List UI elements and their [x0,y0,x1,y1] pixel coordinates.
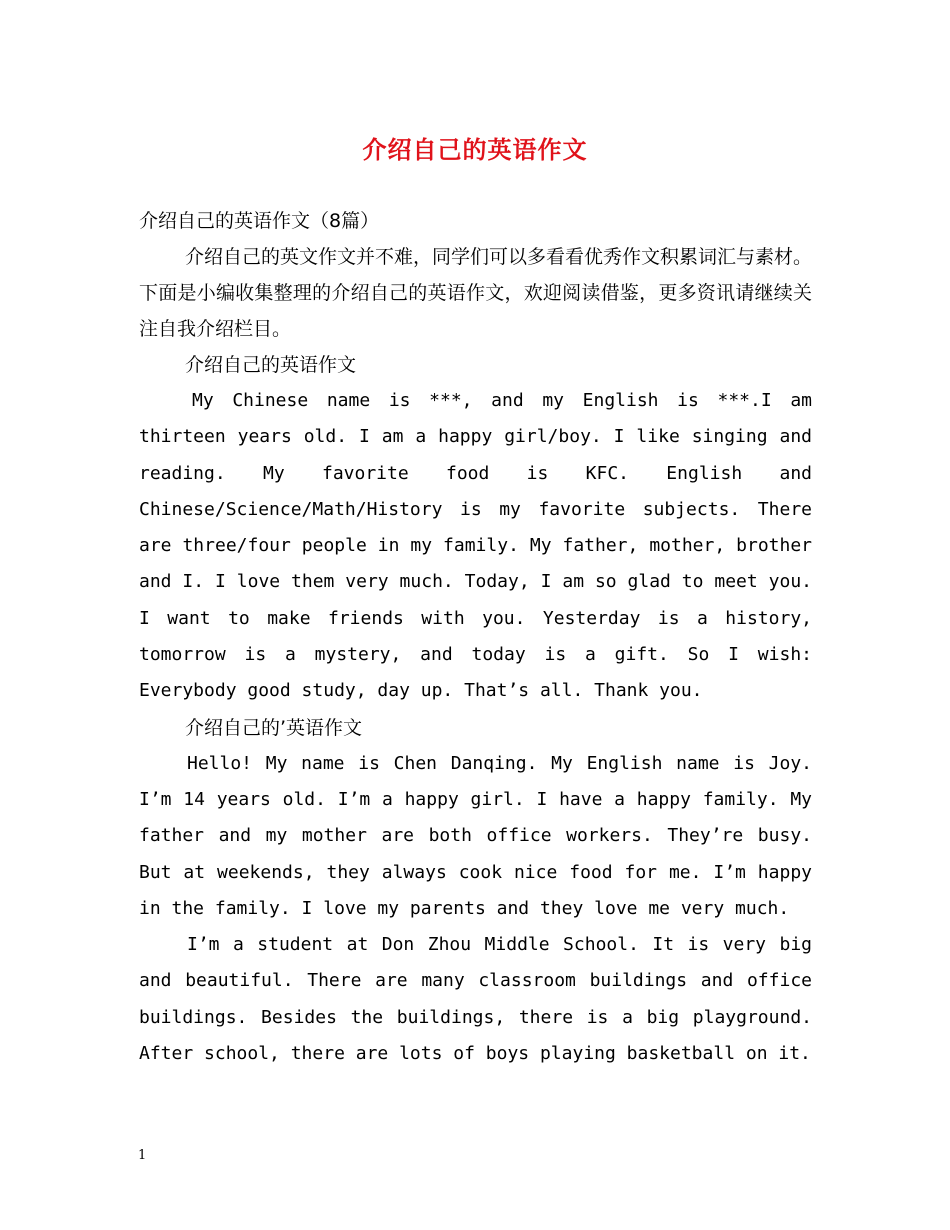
section-2-paragraph-2: I’m a student at Don Zhou Middle School. It is very big and beautiful. There are many classroom buildings and office buildings. Besides the buildings, there is a big playground. After school, there are lots of boys playing basketball on it. [139,934,812,1065]
section-1-paragraph: My Chinese name is ***, and my English is ***.I am thirteen years old. I am a happy girl/boy. I like singing and reading. My favorite food is KFC. English and Chinese/Science/Math/History is my favorite subjects. There are three/four people in my family. My father, mother, brother and I. I love them very much. Today, I am so glad to meet you. I want to make friends with you. Yesterday is a history, tomorrow is a mystery, and today is a gift. So I wish: Everybody good study, day up. That’s all. Thank you. [139,390,812,702]
document-body [139,203,812,1072]
intro-paragraph: 介绍自己的英文作文并不难，同学们可以多看看优秀作文积累词汇与素材。下面是小编收集整理的介绍自己的英语作文，欢迎阅读借鉴，更多资讯请继续关注自我介绍栏目。 [139,246,813,340]
document-title: 介绍自己的英语作文 [362,136,588,164]
section-2-heading: 介绍自己的’英语作文 [185,716,363,739]
section-1-heading: 介绍自己的英语作文 [185,354,357,376]
section-2-paragraph-1: Hello! My name is Chen Danqing. My English name is Joy. I’m 14 years old. I’m a happy girl. I have a happy family. My father and my mother are both office workers. They’re busy. But at weekends, they always cook nice food for me. I’m happy in the family. I love my parents and they love me very much. [139,752,812,919]
document-subtitle: 介绍自己的英语作文（8篇） [139,210,380,232]
page-number: 1 [138,1148,147,1163]
